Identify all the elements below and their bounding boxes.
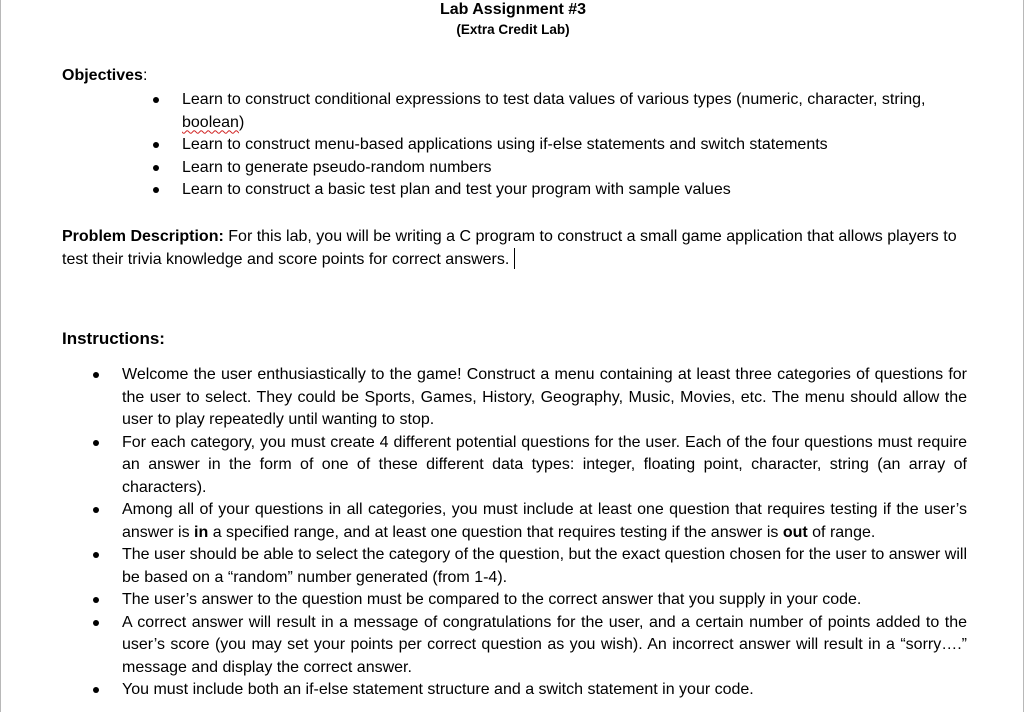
list-item bbox=[182, 134, 942, 157]
bullet-icon bbox=[153, 165, 159, 171]
document-title: Lab Assignment #3 bbox=[439, 1, 587, 18]
emphasis-out: out bbox=[782, 523, 808, 541]
objectives-list bbox=[182, 89, 942, 202]
list-item-text: The user’s answer to the question must be compared to the correct answer that you supply in your code. bbox=[122, 591, 862, 608]
bullet-icon bbox=[93, 620, 99, 626]
list-item bbox=[182, 157, 942, 180]
bullet-icon bbox=[93, 440, 99, 446]
list-item bbox=[122, 432, 967, 500]
list-item-text: For each category, you must create 4 different potential questions for the user. Each of the four questions must require an answer in the form of one of these different data types: integer, floating point, character, string (an array of characters). bbox=[122, 433, 967, 496]
problem-text: For this lab, you will be writing a C program to construct a small game application that allows players to test their trivia knowledge and score points for correct answers. bbox=[62, 228, 957, 268]
list-item bbox=[122, 589, 967, 612]
list-item bbox=[122, 679, 967, 702]
objectives-heading-label: Objectives bbox=[62, 67, 143, 84]
list-item bbox=[182, 89, 942, 134]
list-item-text: Learn to construct conditional expressions to test data values of various types (numeric, character, string, bbox=[182, 91, 926, 108]
emphasis-in: in bbox=[194, 523, 209, 541]
bullet-icon bbox=[153, 187, 159, 193]
instructions-list bbox=[122, 364, 967, 702]
bullet-icon bbox=[93, 687, 99, 693]
list-item-text: Learn to construct a basic test plan and test your program with sample values bbox=[182, 181, 731, 198]
problem-description bbox=[62, 225, 972, 271]
list-item-text: A correct answer will result in a message of congratulations for the user, and a certain number of points added to the user’s score (you may set your points per correct question as you wish). An incorrect answer will result in a “sorry….” message and display the correct answer. bbox=[122, 613, 967, 676]
instructions-heading bbox=[62, 329, 165, 349]
list-item-text: Welcome the user enthusiastically to the game! Construct a menu containing at least three categories of questions for the user to select. They could be Sports, Games, History, Geography, Music, Movies, etc. The menu should allow the user to play repeatedly until wanting to stop. bbox=[122, 366, 967, 428]
objectives-heading-colon: : bbox=[142, 67, 148, 84]
list-item bbox=[122, 544, 967, 589]
list-item-text: of range. bbox=[807, 523, 876, 541]
problem-label: Problem Description: bbox=[62, 228, 224, 245]
document-subtitle: (Extra Credit Lab) bbox=[456, 22, 570, 37]
list-item-text: You must include both an if-else statement structure and a switch statement in your code. bbox=[122, 681, 754, 698]
list-item bbox=[122, 612, 967, 680]
list-item-text: Learn to construct menu-based applications using if-else statements and switch statements bbox=[182, 136, 828, 153]
bullet-icon bbox=[93, 552, 99, 558]
bullet-icon bbox=[93, 507, 99, 513]
list-item bbox=[122, 364, 967, 432]
spelling-flagged-word[interactable]: boolean bbox=[182, 113, 239, 131]
bullet-icon bbox=[153, 142, 159, 148]
list-item-text: a specified range, and at least one question that requires testing if the answer is bbox=[208, 523, 783, 541]
list-item-text: ) bbox=[238, 113, 245, 131]
bullet-icon bbox=[93, 597, 99, 603]
list-item-text: Among all of your questions in all categories, you must include at least one question that requires testing if the user’s answer is bbox=[122, 501, 967, 541]
list-item bbox=[182, 179, 942, 202]
bullet-icon bbox=[153, 97, 159, 103]
instructions-heading-label: Instructions: bbox=[62, 329, 165, 348]
objectives-heading bbox=[62, 66, 147, 86]
text-cursor bbox=[514, 248, 515, 269]
list-item bbox=[122, 499, 967, 544]
bullet-icon bbox=[93, 372, 99, 378]
list-item-text: The user should be able to select the category of the question, but the exact question chosen for the user to answer will be based on a “random” number generated (from 1-4). bbox=[122, 546, 967, 586]
list-item-text: Learn to generate pseudo-random numbers bbox=[182, 158, 492, 176]
